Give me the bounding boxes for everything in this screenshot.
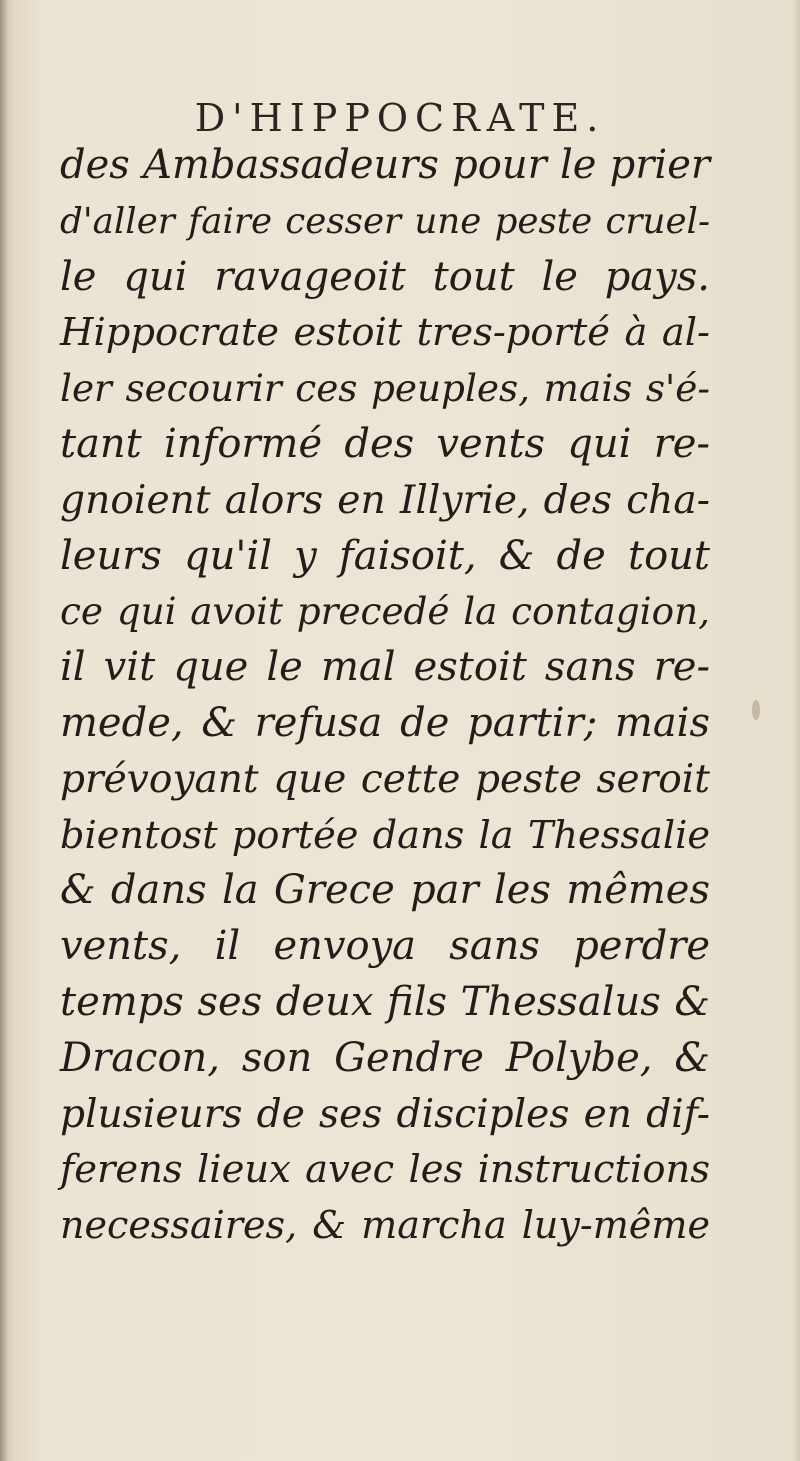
- text-line: des Ambassadeurs pour le prier: [60, 142, 710, 188]
- text-line: ferens lieux avec les instructions: [60, 1147, 710, 1193]
- paper-stain: [752, 700, 760, 720]
- text-line: Dracon, son Gendre Polybe, &: [60, 1034, 710, 1081]
- text-line: mede, & refusa de partir; mais: [60, 699, 710, 746]
- body-text: [60, 138, 710, 1254]
- text-line: temps ses deux fils Thessalus &: [60, 978, 710, 1025]
- text-line: plusieurs de ses disciples en dif-: [60, 1091, 710, 1137]
- text-line: & dans la Grece par les mêmes: [60, 867, 710, 914]
- text-line: ler secourir ces peuples, mais s'é-: [60, 366, 710, 411]
- text-line: Hippocrate estoit tres-porté à al-: [60, 310, 710, 356]
- text-line: prévoyant que cette peste seroit: [60, 756, 710, 802]
- text-line: bientost portée dans la Thessalie: [60, 812, 710, 858]
- text-line: ce qui avoit precedé la contagion,: [60, 589, 710, 634]
- text-line: leurs qu'il y faisoit, & de tout: [60, 532, 710, 579]
- page-edge: [792, 0, 800, 1461]
- text-line: tant informé des vents qui re-: [60, 420, 710, 467]
- running-header: D'HIPPOCRATE.: [194, 96, 606, 140]
- text-line: le qui ravageoit tout le pays.: [60, 253, 710, 300]
- text-line: d'aller faire cesser une peste cruel-: [60, 200, 710, 242]
- text-line: il vit que le mal estoit sans re-: [60, 644, 710, 691]
- text-line: vents, il envoya sans perdre: [60, 923, 710, 970]
- gutter-shadow: [0, 0, 14, 1461]
- text-line: necessaires, & marcha luy-même: [60, 1203, 710, 1248]
- text-line: gnoient alors en Illyrie, des cha-: [60, 477, 710, 523]
